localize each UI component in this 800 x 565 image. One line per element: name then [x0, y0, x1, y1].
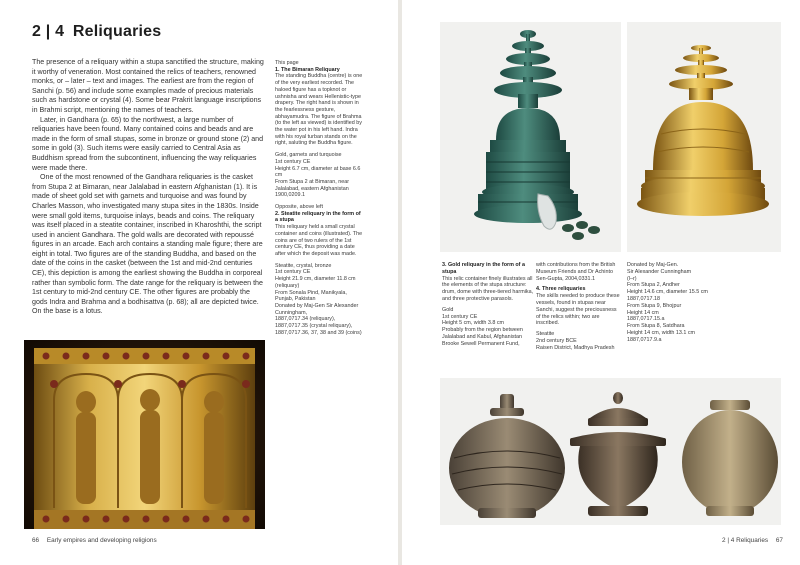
- caption-heading: 1. The Bimaran Reliquary: [275, 66, 340, 73]
- caption-gold-reliquary: [442, 262, 534, 348]
- section-title: Reliquaries: [72, 23, 162, 40]
- caption-line: (l–r): [627, 275, 637, 282]
- caption-line: Steatite, crystal, bronze: [275, 262, 332, 269]
- page-number: 67: [775, 537, 783, 544]
- left-page: [0, 0, 398, 565]
- caption-line: 1st century CE: [275, 158, 311, 165]
- caption-donor-details: [627, 262, 757, 344]
- caption-line: Raisen District, Madhya Pradesh: [536, 344, 615, 351]
- caption-line: 1900,0209.1: [275, 192, 305, 199]
- caption-line: From Stupa 9, Bhojpur: [627, 302, 682, 309]
- caption-line: 1887,0717.18: [627, 295, 660, 302]
- left-folio: [32, 537, 157, 544]
- caption-heading: 2. Steatite reliquary in the form of a stupa: [275, 210, 361, 224]
- caption-line: Height 14.6 cm, diameter 15.5 cm: [627, 289, 708, 296]
- caption-line: Height 21.9 cm, diameter 11.8 cm (reliquary): [275, 276, 356, 289]
- bimaran-reliquary-photo: [24, 340, 265, 529]
- steatite-reliquary-photo: [440, 22, 621, 252]
- caption-locator: Opposite, above left: [275, 204, 323, 211]
- caption-line: From Stupa 8, Satdhara: [627, 323, 685, 330]
- page-number: 66: [32, 537, 40, 544]
- right-page: [402, 0, 800, 565]
- caption-line: with contributions from the British Museum Friends and Dr Achinto Sen-Gupta, 2004,0331.1: [536, 262, 616, 282]
- title-divider: |: [45, 23, 51, 40]
- caption-line: 1887,0717.36, 37, 38 and 39 (coins): [275, 329, 362, 336]
- caption-line: 1887,0717.34 (reliquary),: [275, 316, 336, 323]
- caption-text: The skills needed to produce these vessels, found in stupas near Sanchi, suggest the preciousness of the relics within; two are inscribed.: [536, 293, 620, 327]
- body-text: [32, 58, 264, 317]
- caption-line: Height 14 cm, width 13.1 cm: [627, 329, 696, 336]
- caption-line: Height 6.7 cm, diameter at base 6.6 cm: [275, 165, 361, 179]
- caption-heading: 3. Gold reliquary in the form of a stupa: [442, 262, 525, 275]
- caption-line: Gold: [442, 306, 454, 313]
- caption-three-reliquaries: [536, 262, 620, 352]
- caption-line: From Stupa 2 at Bimaran, near Jalalabad, eastern Afghanistan: [275, 178, 350, 192]
- caption-text: The standing Buddha (centre) is one of the very earliest recorded. The haloed figure has a topknot or ushnisha and wears Hellenistic-type drapery. The right hand is shown in the fearlessness gesture, abhayamudra. The figure of Brahma (to the left as viewed) is identified by the water pot in his left hand. Indra with his royal turban stands on the right, saluting the Buddha figure.: [275, 73, 363, 147]
- gold-reliquary-image: [627, 22, 781, 252]
- page-title: [32, 23, 161, 41]
- caption-line: Brooke Sewell Permanent Fund,: [442, 340, 520, 347]
- caption-line: Probably from the region between Jalalabad and Kabul, Afghanistan: [442, 327, 523, 340]
- three-reliquaries-image: [440, 378, 781, 525]
- paragraph: The presence of a reliquary within a stupa sanctified the structure, making it worthy of veneration. Most contained the relics of teachers, renowned monks, or – later – text and images. The earliest are from the region of Sanchi (p. 56) and include some examples made of precious materials such as hardstone or crystal (4). Some bear Prakrit language inscriptions in Brahmi script, mentioning the names of teachers.: [32, 58, 264, 114]
- caption-line: Gold, garnets and turquoise: [275, 152, 342, 159]
- section-number-sub: 4: [55, 23, 65, 40]
- caption-column-left: [275, 60, 365, 341]
- caption-line: Height 14 cm: [627, 309, 659, 316]
- caption-text: This relic container finely illustrates all the elements of the stupa structure: drum, dome with three-tiered harmika, and three protective parasols.: [442, 275, 534, 302]
- caption-line: Donated by Maj-Gen Sir Alexander Cunningham,: [275, 302, 359, 316]
- bimaran-reliquary-image: [24, 340, 265, 529]
- running-head: Early empires and developing religions: [46, 537, 157, 544]
- caption-line: 2nd century BCE: [536, 337, 577, 344]
- caption-locator: This page: [275, 60, 299, 66]
- caption-line: 1st century CE: [442, 313, 478, 320]
- caption-line: 1887,0717.35 (crystal reliquary),: [275, 323, 353, 330]
- running-head: 2 | 4 Reliquaries: [722, 537, 769, 544]
- section-number: 2: [32, 23, 42, 40]
- three-reliquaries-photo: [440, 378, 781, 525]
- caption-line: 1st century CE: [275, 269, 311, 276]
- caption-line: Donated by Maj-Gen.: [627, 262, 679, 268]
- steatite-reliquary-image: [440, 22, 621, 252]
- caption-line: Steatite: [536, 331, 555, 338]
- paragraph: One of the most renowned of the Gandhara reliquaries is the casket from Stupa 2 at Bimaran, near Jalalabad in eastern Afghanistan (1). It is made of sheet gold set with garnets and turquoise and was found by Charles Masson, who investigated many stupa sites in the 1830s. Inside were small gold items, turquoise inlays, beads and coins. The reliquary was itself placed in a steatite container, inscribed in Kharoshthi, the script used in ancient Gandhara. The gold walls are decorated with repoussé figures in an arcade. Each arch contains a standing male figure; there are eight in total. Two figures are of the standing Buddha, and based on the date of the coins in the casket (between the 1st and mid-2nd centuries CE), this depiction is among the earliest showing the Buddha in corporeal rather than symbolic form. The date range for the reliquary is between the 1st century to mid-2nd century CE. The other figures are probably the gods Indra and Brahma and a bodhisattva (p. 68); all are depicted twice. On the base is a lotus.: [32, 173, 263, 316]
- caption-line: Sir Alexander Cunningham: [627, 268, 692, 275]
- caption-line: 1887,0717.9.a: [627, 336, 662, 343]
- caption-line: From Stupa 2, Andher: [627, 282, 680, 289]
- caption-line: 1887,0717.15.a: [627, 316, 665, 323]
- right-folio: [722, 537, 783, 544]
- caption-text: This reliquary held a small crystal container and coins (illustrated). The coins are of two rulers of the 1st century CE, thus providing a date after which the deposit was made.: [275, 224, 363, 257]
- caption-line: From Sonala Pind, Manikyala, Punjab, Pakistan: [275, 289, 347, 303]
- paragraph: Later, in Gandhara (p. 65) to the northwest, a large number of reliquaries have been found. Many contained coins and beads and are made in the form of small stupas, some in bronze or ground stone (2) and some in gold (3). Such items were easily carried to Central Asia as Buddhism spread from the subcontinent, influencing the way reliquaries were made there.: [32, 115, 264, 172]
- caption-heading: 4. Three reliquaries: [536, 286, 586, 293]
- gold-reliquary-photo: [627, 22, 781, 252]
- caption-line: Height 5 cm, width 3.8 cm: [442, 320, 505, 327]
